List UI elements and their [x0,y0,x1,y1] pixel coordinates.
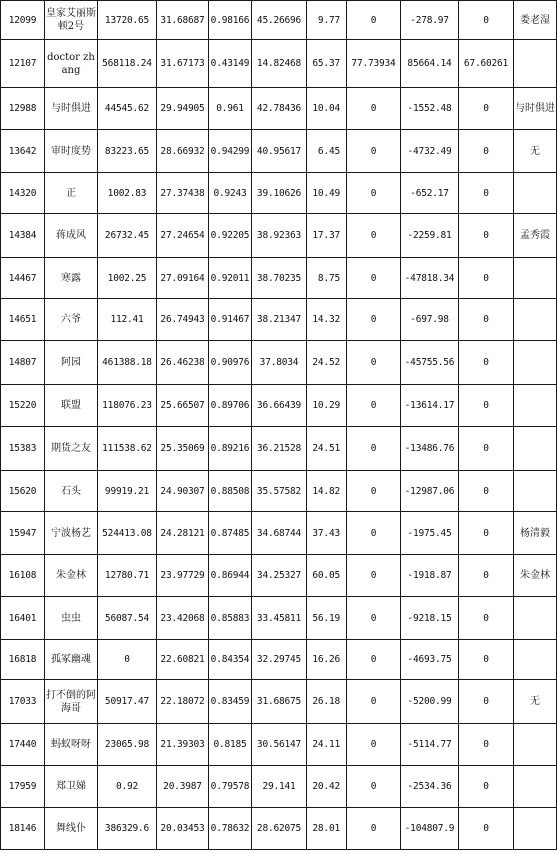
metric-c-cell: 36.21528 [252,427,307,471]
metric-f-cell: 0 [459,597,514,640]
profit-cell: -652.17 [401,173,459,214]
value-cell: 1002.83 [98,173,157,214]
name-cell: 石头 [45,471,98,512]
profit-cell: -47818.34 [401,258,459,299]
metric-f-cell: 0 [459,724,514,766]
metric-d-cell: 10.29 [307,385,347,427]
value-cell: 1002.25 [98,258,157,299]
profit-cell: -104807.9 [401,808,459,850]
metric-c-cell: 31.68675 [252,680,307,724]
metric-f-cell: 0 [459,427,514,471]
metric-b-cell: 0.92205 [209,214,252,258]
profit-cell: -1552.48 [401,88,459,130]
value-cell: 83223.65 [98,130,157,173]
value-cell: 461388.18 [98,341,157,385]
metric-e-cell: 0 [347,173,401,214]
note-cell: 朱金林 [514,555,557,597]
table-row [1,385,557,427]
metric-e-cell: 0 [347,214,401,258]
metric-a-cell: 25.35069 [157,427,209,471]
note-cell [514,299,557,341]
profit-cell: -4732.49 [401,130,459,173]
note-cell [514,341,557,385]
metric-d-cell: 16.26 [307,640,347,680]
metric-d-cell: 26.18 [307,680,347,724]
metric-c-cell: 38.21347 [252,299,307,341]
metric-b-cell: 0.83459 [209,680,252,724]
metric-f-cell: 0 [459,680,514,724]
profit-cell: -5200.99 [401,680,459,724]
metric-c-cell: 34.68744 [252,512,307,555]
note-cell: 孟秀霞 [514,214,557,258]
table-row [1,680,557,724]
table-row [1,299,557,341]
note-cell: 杨清毅 [514,512,557,555]
metric-c-cell: 38.92363 [252,214,307,258]
metric-f-cell: 0 [459,766,514,808]
note-cell [514,640,557,680]
note-cell [514,724,557,766]
metric-a-cell: 20.3987 [157,766,209,808]
metric-a-cell: 21.39303 [157,724,209,766]
value-cell: 23065.98 [98,724,157,766]
metric-b-cell: 0.86944 [209,555,252,597]
metric-c-cell: 28.62075 [252,808,307,850]
metric-c-cell: 30.56147 [252,724,307,766]
value-cell: 524413.08 [98,512,157,555]
metric-e-cell: 0 [347,555,401,597]
metric-e-cell: 0 [347,1,401,40]
metric-b-cell: 0.88508 [209,471,252,512]
metric-d-cell: 20.42 [307,766,347,808]
metric-d-cell: 10.04 [307,88,347,130]
name-cell: doctor zhang [45,40,98,88]
metric-f-cell: 0 [459,88,514,130]
metric-a-cell: 27.09164 [157,258,209,299]
metric-c-cell: 32.29745 [252,640,307,680]
metric-f-cell: 67.60261 [459,40,514,88]
metric-f-cell: 0 [459,808,514,850]
metric-b-cell: 0.98166 [209,1,252,40]
table-row [1,766,557,808]
note-cell: 与时俱进 [514,88,557,130]
metric-a-cell: 27.37438 [157,173,209,214]
value-cell: 12780.71 [98,555,157,597]
id-cell: 17033 [1,680,45,724]
value-cell: 44545.62 [98,88,157,130]
note-cell [514,766,557,808]
name-cell: 期货之友 [45,427,98,471]
metric-b-cell: 0.9243 [209,173,252,214]
id-cell: 12988 [1,88,45,130]
value-cell: 50917.47 [98,680,157,724]
table-row [1,258,557,299]
metric-f-cell: 0 [459,130,514,173]
id-cell: 15947 [1,512,45,555]
table-row [1,1,557,40]
name-cell: 皇家艾丽斯顿2号 [45,1,98,40]
table-row [1,724,557,766]
metric-f-cell: 0 [459,640,514,680]
id-cell: 12107 [1,40,45,88]
table-row [1,427,557,471]
metric-f-cell: 0 [459,214,514,258]
name-cell: 与时俱进 [45,88,98,130]
metric-f-cell: 0 [459,385,514,427]
profit-cell: -278.97 [401,1,459,40]
metric-e-cell: 0 [347,130,401,173]
note-cell [514,173,557,214]
id-cell: 15383 [1,427,45,471]
table-row [1,214,557,258]
name-cell: 宁波杨艺 [45,512,98,555]
metric-b-cell: 0.90976 [209,341,252,385]
id-cell: 14651 [1,299,45,341]
metric-d-cell: 10.49 [307,173,347,214]
metric-c-cell: 33.45811 [252,597,307,640]
metric-f-cell: 0 [459,1,514,40]
note-cell [514,471,557,512]
name-cell: 联盟 [45,385,98,427]
metric-f-cell: 0 [459,471,514,512]
metric-e-cell: 0 [347,512,401,555]
profit-cell: -13486.76 [401,427,459,471]
metric-f-cell: 0 [459,258,514,299]
name-cell: 郑卫娣 [45,766,98,808]
metric-a-cell: 28.66932 [157,130,209,173]
metric-d-cell: 28.01 [307,808,347,850]
id-cell: 15220 [1,385,45,427]
metric-e-cell: 0 [347,385,401,427]
value-cell: 0 [98,640,157,680]
id-cell: 16401 [1,597,45,640]
name-cell: 正 [45,173,98,214]
metric-f-cell: 0 [459,299,514,341]
value-cell: 386329.6 [98,808,157,850]
profit-cell: 85664.14 [401,40,459,88]
profit-cell: -9218.15 [401,597,459,640]
metric-e-cell: 0 [347,597,401,640]
metric-c-cell: 14.82468 [252,40,307,88]
value-cell: 0.92 [98,766,157,808]
profit-cell: -45755.56 [401,341,459,385]
note-cell [514,427,557,471]
table-row [1,341,557,385]
table-row [1,130,557,173]
metric-e-cell: 0 [347,724,401,766]
table-row [1,471,557,512]
metric-c-cell: 35.57582 [252,471,307,512]
table-row [1,555,557,597]
name-cell: 寒露 [45,258,98,299]
name-cell: 虫虫 [45,597,98,640]
id-cell: 16818 [1,640,45,680]
metric-f-cell: 0 [459,555,514,597]
metric-f-cell: 0 [459,341,514,385]
profit-cell: -2259.81 [401,214,459,258]
metric-b-cell: 0.8185 [209,724,252,766]
metric-d-cell: 14.82 [307,471,347,512]
name-cell: 舞线仆 [45,808,98,850]
value-cell: 111538.62 [98,427,157,471]
table-row [1,512,557,555]
metric-b-cell: 0.43149 [209,40,252,88]
metric-a-cell: 26.74943 [157,299,209,341]
metric-d-cell: 6.45 [307,130,347,173]
id-cell: 14807 [1,341,45,385]
note-cell [514,385,557,427]
metric-e-cell: 0 [347,427,401,471]
metric-d-cell: 9.77 [307,1,347,40]
value-cell: 112.41 [98,299,157,341]
metric-c-cell: 37.8034 [252,341,307,385]
metric-e-cell: 0 [347,808,401,850]
note-cell [514,808,557,850]
metric-b-cell: 0.87485 [209,512,252,555]
metric-c-cell: 34.25327 [252,555,307,597]
metric-e-cell: 77.73934 [347,40,401,88]
name-cell: 审时度势 [45,130,98,173]
table-row [1,640,557,680]
name-cell: 打不倒的阿海哥 [45,680,98,724]
metric-b-cell: 0.961 [209,88,252,130]
metric-a-cell: 25.66507 [157,385,209,427]
metric-e-cell: 0 [347,471,401,512]
metric-a-cell: 22.60821 [157,640,209,680]
metric-d-cell: 56.19 [307,597,347,640]
name-cell: 孤冢幽魂 [45,640,98,680]
note-cell [514,258,557,299]
id-cell: 14467 [1,258,45,299]
value-cell: 26732.45 [98,214,157,258]
metric-b-cell: 0.89216 [209,427,252,471]
metric-b-cell: 0.84354 [209,640,252,680]
metric-a-cell: 26.46238 [157,341,209,385]
metric-d-cell: 65.37 [307,40,347,88]
id-cell: 16108 [1,555,45,597]
metric-c-cell: 45.26696 [252,1,307,40]
id-cell: 12099 [1,1,45,40]
table-row [1,808,557,850]
metric-e-cell: 0 [347,766,401,808]
table-row [1,88,557,130]
metric-a-cell: 31.68687 [157,1,209,40]
id-cell: 14384 [1,214,45,258]
note-cell [514,40,557,88]
metric-c-cell: 42.78436 [252,88,307,130]
value-cell: 568118.24 [98,40,157,88]
name-cell: 蒋成风 [45,214,98,258]
id-cell: 14320 [1,173,45,214]
metric-c-cell: 38.70235 [252,258,307,299]
note-cell: 无 [514,680,557,724]
name-cell: 阿园 [45,341,98,385]
table-row [1,40,557,88]
metric-d-cell: 24.51 [307,427,347,471]
profit-cell: -1918.87 [401,555,459,597]
metric-d-cell: 24.11 [307,724,347,766]
value-cell: 13720.65 [98,1,157,40]
metric-e-cell: 0 [347,680,401,724]
profit-cell: -13614.17 [401,385,459,427]
metric-b-cell: 0.94299 [209,130,252,173]
metric-d-cell: 37.43 [307,512,347,555]
metric-b-cell: 0.79578 [209,766,252,808]
metric-e-cell: 0 [347,640,401,680]
value-cell: 99919.21 [98,471,157,512]
profit-cell: -2534.36 [401,766,459,808]
table-row [1,173,557,214]
metric-f-cell: 0 [459,173,514,214]
metric-a-cell: 29.94905 [157,88,209,130]
name-cell: 朱金林 [45,555,98,597]
metric-a-cell: 23.42068 [157,597,209,640]
metric-b-cell: 0.78632 [209,808,252,850]
value-cell: 56087.54 [98,597,157,640]
metric-b-cell: 0.85883 [209,597,252,640]
metric-a-cell: 20.03453 [157,808,209,850]
metric-f-cell: 0 [459,512,514,555]
metric-d-cell: 8.75 [307,258,347,299]
metric-b-cell: 0.92011 [209,258,252,299]
id-cell: 17440 [1,724,45,766]
profit-cell: -5114.77 [401,724,459,766]
metric-e-cell: 0 [347,341,401,385]
note-cell: 无 [514,130,557,173]
metric-a-cell: 24.28121 [157,512,209,555]
metric-e-cell: 0 [347,299,401,341]
metric-e-cell: 0 [347,88,401,130]
note-cell [514,597,557,640]
id-cell: 17959 [1,766,45,808]
metric-c-cell: 29.141 [252,766,307,808]
profit-cell: -4693.75 [401,640,459,680]
profit-cell: -1975.45 [401,512,459,555]
metric-e-cell: 0 [347,258,401,299]
metric-c-cell: 39.10626 [252,173,307,214]
id-cell: 18146 [1,808,45,850]
metric-c-cell: 36.66439 [252,385,307,427]
metric-b-cell: 0.89706 [209,385,252,427]
metric-d-cell: 24.52 [307,341,347,385]
metric-a-cell: 31.67173 [157,40,209,88]
metric-d-cell: 17.37 [307,214,347,258]
value-cell: 118076.23 [98,385,157,427]
metric-b-cell: 0.91467 [209,299,252,341]
metric-a-cell: 23.97729 [157,555,209,597]
table-body [1,1,557,850]
metric-d-cell: 14.32 [307,299,347,341]
table-row [1,597,557,640]
note-cell: 娄老湿 [514,1,557,40]
id-cell: 13642 [1,130,45,173]
metric-c-cell: 40.95617 [252,130,307,173]
name-cell: 六爷 [45,299,98,341]
metric-d-cell: 60.05 [307,555,347,597]
id-cell: 15620 [1,471,45,512]
profit-cell: -12987.06 [401,471,459,512]
metric-a-cell: 24.90307 [157,471,209,512]
profit-cell: -697.98 [401,299,459,341]
metric-a-cell: 27.24654 [157,214,209,258]
metric-a-cell: 22.18072 [157,680,209,724]
name-cell: 蚂蚁呀呀 [45,724,98,766]
